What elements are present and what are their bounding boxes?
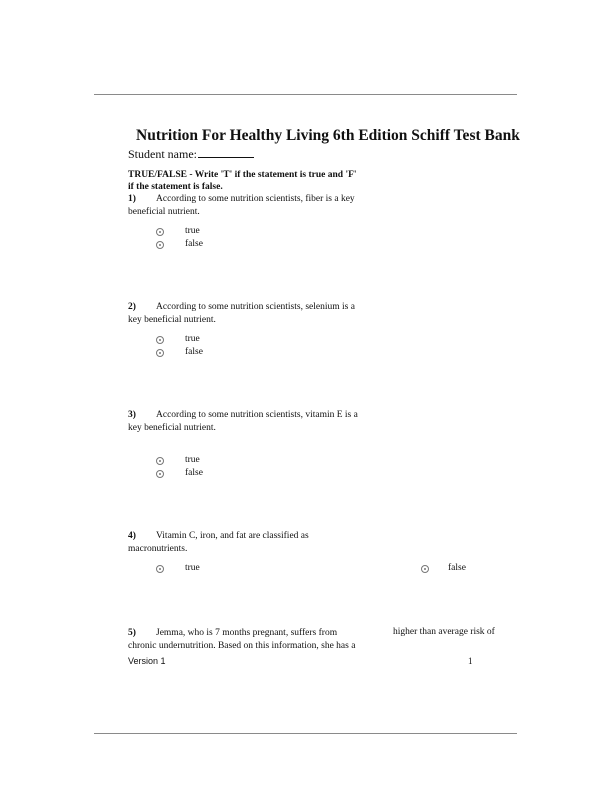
top-rule — [94, 94, 517, 95]
version-label: Version 1 — [128, 656, 166, 666]
question-number: 5) — [128, 628, 136, 638]
page-number: 1 — [468, 656, 473, 666]
question-text: According to some nutrition scientists, vitamin E is a key beneficial nutrient. — [128, 410, 358, 433]
radio-button[interactable] — [421, 565, 429, 573]
question-number: 2) — [128, 302, 136, 312]
radio-button[interactable] — [156, 457, 164, 465]
question-1 — [128, 193, 364, 218]
radio-button[interactable] — [156, 336, 164, 344]
question-text: According to some nutrition scientists, fiber is a key beneficial nutrient. — [128, 194, 355, 217]
section-heading: TRUE/FALSE - Write 'T' if the statement is true and 'F' if the statement is false. — [128, 170, 357, 192]
option-false: false — [448, 563, 466, 573]
option-false: false — [185, 468, 203, 478]
radio-button[interactable] — [156, 349, 164, 357]
radio-button[interactable] — [156, 565, 164, 573]
student-name-blank[interactable] — [198, 146, 254, 158]
option-false: false — [185, 239, 203, 249]
question-number: 3) — [128, 410, 136, 420]
question-5-continuation: higher than average risk of — [393, 627, 495, 637]
option-true: true — [185, 334, 200, 344]
option-true: true — [185, 226, 200, 236]
question-5 — [128, 627, 364, 652]
option-true: true — [185, 563, 200, 573]
document-title: Nutrition For Healthy Living 6th Edition Schiff Test Bank — [136, 127, 520, 144]
student-name-line — [128, 146, 254, 162]
question-text: Vitamin C, iron, and fat are classified as macronutrients. — [128, 531, 309, 554]
radio-button[interactable] — [156, 470, 164, 478]
radio-button[interactable] — [156, 228, 164, 236]
option-false: false — [185, 347, 203, 357]
question-text: According to some nutrition scientists, selenium is a key beneficial nutrient. — [128, 302, 355, 325]
question-number: 1) — [128, 194, 136, 204]
question-text: Jemma, who is 7 months pregnant, suffers from chronic undernutrition. Based on this information, she has a — [128, 628, 356, 651]
question-number: 4) — [128, 531, 136, 541]
option-true: true — [185, 455, 200, 465]
question-2 — [128, 301, 364, 326]
bottom-rule — [94, 733, 517, 734]
radio-button[interactable] — [156, 241, 164, 249]
question-3 — [128, 409, 364, 434]
question-4 — [128, 530, 328, 555]
student-name-label: Student name: — [128, 147, 197, 161]
